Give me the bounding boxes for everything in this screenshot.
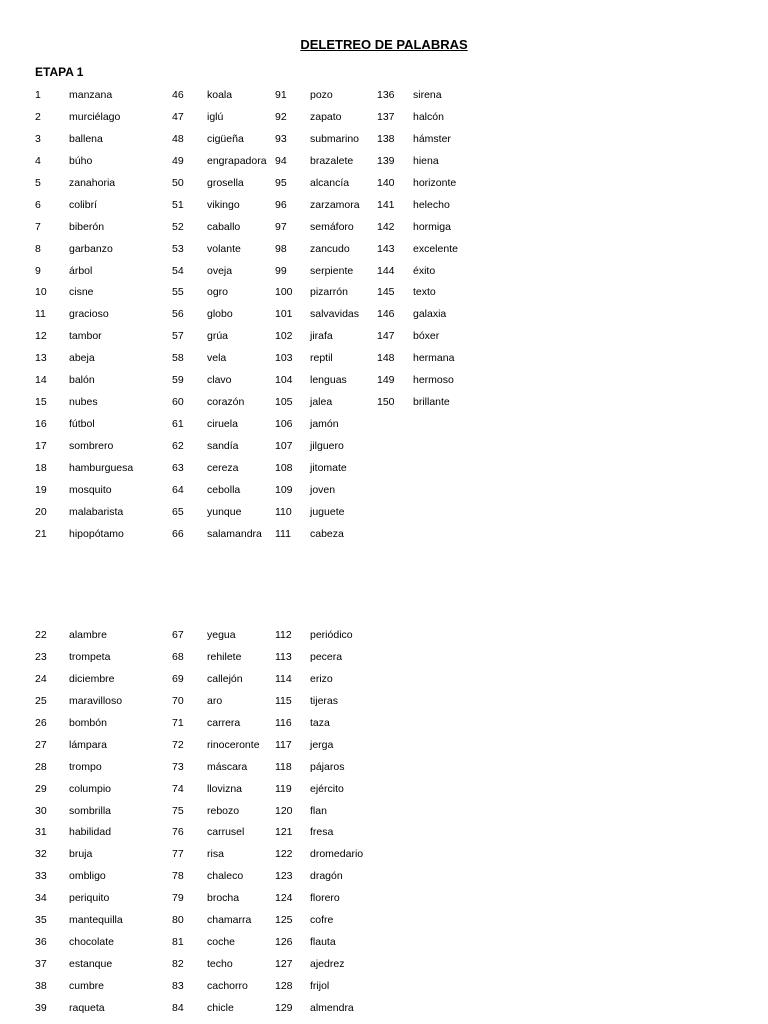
word-text: dragón — [310, 870, 343, 883]
word-number: 142 — [377, 220, 395, 233]
word-text: lenguas — [310, 374, 347, 387]
word-number: 98 — [275, 242, 287, 255]
word-number: 107 — [275, 440, 293, 452]
word-text: corazón — [207, 396, 245, 409]
word-text: cigüeña — [207, 132, 244, 145]
word-number: 60 — [172, 396, 184, 409]
word-text: reptil — [310, 352, 333, 365]
word-text: jerga — [310, 738, 334, 751]
word-number: 115 — [275, 694, 292, 707]
word-number: 138 — [377, 132, 395, 145]
word-number: 10 — [35, 286, 47, 299]
word-number: 35 — [35, 914, 47, 927]
word-text: trompo — [69, 760, 102, 773]
word-number: 39 — [35, 1001, 47, 1014]
word-number: 50 — [172, 176, 184, 189]
word-text: yunque — [207, 505, 242, 518]
word-text: cabeza — [310, 527, 344, 540]
word-text: excelente — [413, 242, 458, 255]
word-number: 73 — [172, 760, 184, 773]
word-text: bombón — [69, 716, 107, 729]
word-number: 75 — [172, 804, 184, 817]
word-text: koala — [207, 89, 233, 101]
word-text: pizarrón — [310, 286, 348, 299]
word-text: fresa — [310, 826, 334, 839]
word-number: 61 — [172, 418, 184, 431]
word-number: 103 — [275, 352, 293, 365]
word-text: aro — [207, 694, 223, 707]
word-number: 147 — [377, 330, 395, 343]
word-number: 121 — [275, 826, 293, 839]
word-text: chicle — [207, 1001, 234, 1014]
word-text: coche — [207, 936, 236, 949]
word-number: 68 — [172, 650, 184, 663]
word-text: dromedario — [310, 848, 364, 861]
word-text: ogro — [207, 286, 229, 299]
word-text: estanque — [69, 958, 113, 971]
word-number: 64 — [172, 483, 184, 496]
word-text: bóxer — [413, 330, 440, 343]
word-text: hormiga — [413, 220, 451, 233]
word-number: 70 — [172, 694, 184, 707]
word-text: jilguero — [310, 440, 344, 452]
word-number: 2 — [35, 110, 41, 123]
word-number: 149 — [377, 374, 395, 387]
word-text: engrapadora — [207, 154, 267, 167]
word-text: taza — [310, 716, 330, 729]
word-text: habilidad — [69, 826, 112, 839]
word-text: cofre — [310, 914, 334, 927]
word-number: 59 — [172, 374, 184, 387]
word-text: almendra — [310, 1001, 354, 1014]
word-text: cisne — [69, 286, 94, 299]
word-text: hermana — [413, 352, 455, 365]
word-number: 118 — [275, 760, 292, 773]
word-text: lámpara — [69, 738, 107, 751]
word-text: éxito — [413, 264, 436, 277]
word-text: alambre — [69, 629, 107, 641]
word-text: zarzamora — [310, 198, 360, 211]
word-text: vikingo — [207, 198, 240, 211]
word-number: 136 — [377, 89, 395, 101]
word-number: 56 — [172, 308, 184, 321]
word-number: 34 — [35, 892, 47, 905]
word-number: 97 — [275, 220, 287, 233]
word-number: 122 — [275, 848, 293, 861]
word-number: 48 — [172, 132, 184, 145]
word-text: raqueta — [69, 1001, 105, 1014]
word-number: 31 — [35, 826, 47, 839]
word-number: 55 — [172, 286, 184, 299]
word-number: 18 — [35, 461, 47, 474]
word-number: 32 — [35, 848, 47, 861]
word-text: iglú — [207, 110, 224, 123]
word-text: garbanzo — [69, 242, 113, 255]
word-text: trompeta — [69, 650, 111, 663]
word-number: 49 — [172, 154, 184, 167]
word-text: rebozo — [207, 804, 240, 817]
word-text: sombrero — [69, 440, 114, 452]
word-number: 81 — [172, 936, 184, 949]
word-number: 100 — [275, 286, 293, 299]
word-number: 17 — [35, 440, 47, 452]
word-text: nubes — [69, 396, 98, 409]
word-number: 57 — [172, 330, 184, 343]
word-number: 63 — [172, 461, 184, 474]
word-number: 53 — [172, 242, 184, 255]
word-number: 91 — [275, 89, 287, 101]
word-text: salamandra — [207, 527, 262, 540]
word-text: pecera — [310, 650, 343, 663]
word-number: 25 — [35, 694, 47, 707]
word-text: periquito — [69, 892, 110, 905]
word-number: 137 — [377, 110, 395, 123]
word-text: alcancía — [310, 176, 350, 189]
word-text: helecho — [413, 198, 450, 211]
word-text: chaleco — [207, 870, 244, 883]
word-text: callejón — [207, 672, 243, 685]
word-number: 29 — [35, 782, 47, 795]
word-number: 110 — [275, 505, 292, 518]
word-text: frijol — [310, 980, 330, 992]
word-text: ajedrez — [310, 958, 345, 971]
word-text: hamburguesa — [69, 461, 134, 474]
word-text: flan — [310, 804, 327, 817]
word-number: 1 — [35, 89, 41, 101]
word-text: submarino — [310, 132, 360, 145]
word-text: caballo — [207, 220, 241, 233]
word-number: 141 — [377, 198, 395, 211]
word-text: ballena — [69, 132, 103, 145]
word-text: juguete — [310, 505, 345, 518]
word-text: gracioso — [69, 308, 109, 321]
word-number: 20 — [35, 505, 47, 518]
word-number: 33 — [35, 870, 47, 883]
word-number: 26 — [35, 716, 47, 729]
word-number: 96 — [275, 198, 287, 211]
word-number: 19 — [35, 483, 47, 496]
word-text: joven — [310, 483, 336, 496]
word-text: volante — [207, 242, 241, 255]
word-text: carrera — [207, 716, 241, 729]
word-text: sombrilla — [69, 804, 112, 817]
word-text: zanahoria — [69, 176, 116, 189]
word-text: oveja — [207, 264, 233, 277]
word-number: 80 — [172, 914, 184, 927]
word-number: 22 — [35, 629, 47, 641]
word-number: 46 — [172, 89, 184, 101]
word-number: 127 — [275, 958, 293, 971]
word-number: 102 — [275, 330, 293, 343]
word-number: 47 — [172, 110, 184, 123]
word-text: chamarra — [207, 914, 252, 927]
word-number: 74 — [172, 782, 184, 795]
word-text: cereza — [207, 461, 239, 474]
word-text: fútbol — [69, 418, 95, 431]
word-text: techo — [207, 958, 233, 971]
word-text: maravilloso — [69, 694, 123, 707]
word-number: 69 — [172, 672, 184, 685]
word-number: 30 — [35, 804, 47, 817]
word-text: pozo — [310, 89, 333, 101]
word-number: 71 — [172, 716, 184, 729]
word-text: semáforo — [310, 220, 354, 233]
word-text: malabarista — [69, 505, 124, 518]
word-text: tambor — [69, 330, 102, 343]
word-text: columpio — [69, 782, 112, 795]
document-title: DELETREO DE PALABRAS — [300, 37, 468, 52]
word-text: colibrí — [69, 198, 98, 211]
word-text: bruja — [69, 848, 93, 861]
word-number: 67 — [172, 629, 184, 641]
word-text: jirafa — [310, 330, 333, 343]
word-number: 129 — [275, 1001, 293, 1014]
word-text: zapato — [310, 110, 342, 123]
word-text: ejército — [310, 782, 344, 795]
word-number: 66 — [172, 527, 184, 540]
word-number: 8 — [35, 242, 41, 255]
word-text: carrusel — [207, 826, 245, 839]
word-number: 6 — [35, 198, 41, 211]
word-number: 37 — [35, 958, 47, 971]
word-text: risa — [207, 848, 224, 861]
word-text: hiena — [413, 154, 439, 167]
word-text: vela — [207, 352, 227, 365]
word-text: brazalete — [310, 154, 354, 167]
word-number: 113 — [275, 650, 292, 663]
word-number: 148 — [377, 352, 395, 365]
word-text: biberón — [69, 220, 105, 233]
word-number: 143 — [377, 242, 395, 255]
word-text: cumbre — [69, 980, 105, 992]
word-number: 72 — [172, 738, 184, 751]
word-text: jitomate — [310, 461, 347, 474]
word-number: 4 — [35, 154, 41, 167]
word-text: sandía — [207, 440, 239, 452]
word-number: 117 — [275, 738, 292, 751]
word-text: brillante — [413, 396, 450, 409]
word-text: halcón — [413, 110, 444, 123]
word-number: 94 — [275, 154, 287, 167]
word-number: 62 — [172, 440, 184, 452]
word-number: 150 — [377, 396, 395, 409]
word-text: sirena — [413, 89, 442, 101]
word-text: jalea — [310, 396, 333, 409]
word-text: erizo — [310, 672, 333, 685]
word-number: 126 — [275, 936, 293, 949]
word-number: 105 — [275, 396, 293, 409]
word-text: mosquito — [69, 483, 112, 496]
word-text: rehilete — [207, 650, 242, 663]
word-text: ombligo — [69, 870, 106, 883]
word-number: 52 — [172, 220, 184, 233]
word-number: 83 — [172, 980, 184, 992]
word-number: 145 — [377, 286, 395, 299]
word-text: globo — [207, 308, 233, 321]
word-text: tijeras — [310, 694, 339, 707]
word-text: galaxia — [413, 308, 447, 321]
word-number: 116 — [275, 716, 292, 729]
word-text: balón — [69, 374, 95, 387]
word-text: clavo — [207, 374, 232, 387]
word-number: 120 — [275, 804, 293, 817]
word-number: 58 — [172, 352, 184, 365]
word-number: 106 — [275, 418, 293, 431]
word-text: cebolla — [207, 483, 241, 496]
word-number: 54 — [172, 264, 184, 277]
word-number: 84 — [172, 1001, 184, 1014]
word-text: flauta — [310, 936, 336, 949]
word-number: 146 — [377, 308, 395, 321]
word-number: 38 — [35, 980, 47, 992]
word-number: 139 — [377, 154, 395, 167]
word-number: 5 — [35, 176, 41, 189]
word-number: 111 — [275, 527, 291, 540]
word-number: 24 — [35, 672, 47, 685]
word-text: serpiente — [310, 264, 354, 277]
word-number: 82 — [172, 958, 184, 971]
word-number: 27 — [35, 738, 47, 751]
word-number: 14 — [35, 374, 47, 387]
word-text: árbol — [69, 264, 93, 277]
stage-heading: ETAPA 1 — [35, 65, 84, 79]
word-number: 119 — [275, 782, 292, 795]
word-number: 76 — [172, 826, 184, 839]
word-text: murciélago — [69, 110, 121, 123]
word-text: zancudo — [310, 242, 350, 255]
word-number: 28 — [35, 760, 47, 773]
word-number: 99 — [275, 264, 287, 277]
word-number: 95 — [275, 176, 287, 189]
word-number: 108 — [275, 461, 293, 474]
word-text: llovizna — [207, 782, 243, 795]
word-text: cachorro — [207, 980, 248, 992]
word-number: 13 — [35, 352, 47, 365]
word-number: 114 — [275, 672, 292, 685]
word-text: texto — [413, 286, 436, 299]
word-number: 92 — [275, 110, 287, 123]
word-number: 104 — [275, 374, 293, 387]
word-text: manzana — [69, 89, 113, 101]
word-text: rinoceronte — [207, 738, 260, 751]
word-number: 9 — [35, 264, 41, 277]
word-number: 125 — [275, 914, 293, 927]
word-text: chocolate — [69, 936, 114, 949]
word-text: salvavidas — [310, 308, 360, 321]
word-text: jamón — [310, 418, 339, 431]
word-number: 93 — [275, 132, 287, 145]
word-text: búho — [69, 154, 93, 167]
word-number: 79 — [172, 892, 184, 905]
word-number: 12 — [35, 330, 47, 343]
word-text: pájaros — [310, 760, 345, 773]
word-text: hipopótamo — [69, 527, 124, 540]
word-text: mantequilla — [69, 914, 123, 927]
word-text: yegua — [207, 629, 236, 641]
word-number: 77 — [172, 848, 184, 861]
word-text: hermoso — [413, 374, 454, 387]
word-text: grosella — [207, 176, 244, 189]
word-number: 23 — [35, 650, 47, 663]
word-number: 16 — [35, 418, 47, 431]
word-text: ciruela — [207, 418, 238, 431]
word-number: 51 — [172, 198, 184, 211]
word-number: 3 — [35, 132, 41, 145]
word-number: 65 — [172, 505, 184, 518]
word-number: 101 — [275, 308, 293, 321]
word-number: 7 — [35, 220, 41, 233]
word-text: diciembre — [69, 672, 115, 685]
word-number: 36 — [35, 936, 47, 949]
word-number: 109 — [275, 483, 293, 496]
word-number: 124 — [275, 892, 293, 905]
word-text: abeja — [69, 352, 95, 365]
word-text: brocha — [207, 892, 240, 905]
word-number: 144 — [377, 264, 395, 277]
word-number: 112 — [275, 629, 292, 641]
word-number: 15 — [35, 396, 47, 409]
word-number: 128 — [275, 980, 293, 992]
word-number: 123 — [275, 870, 293, 883]
word-text: hámster — [413, 132, 451, 145]
word-text: horizonte — [413, 176, 457, 189]
word-text: florero — [310, 892, 340, 905]
word-number: 21 — [35, 527, 47, 540]
word-text: periódico — [310, 629, 353, 641]
word-text: grúa — [207, 330, 229, 343]
word-number: 78 — [172, 870, 184, 883]
word-text: máscara — [207, 760, 248, 773]
word-number: 140 — [377, 176, 395, 189]
word-number: 11 — [35, 308, 46, 321]
